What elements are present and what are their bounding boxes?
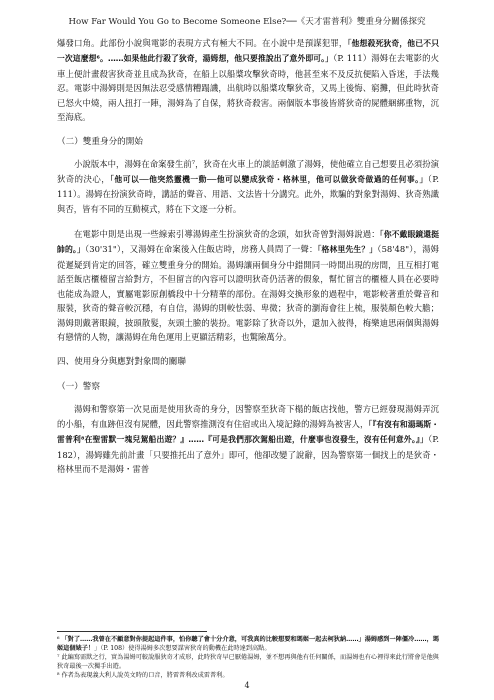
running-header: How Far Would You Go to Become Someone Else?──《天才雷普利》雙重身分關係探究 bbox=[68, 17, 426, 27]
quote-segment: 。……如果他此行殺了狄奇，湯姆想，他只要推說出了意外即可。」 bbox=[99, 54, 334, 64]
section-heading-identity-usage: 四、使用身分與應對對象間的關聯 bbox=[57, 357, 186, 368]
text-segment: 爆發口角。此部份小說與電影的表現方式有極大不同。在小說中是預謀犯罪， bbox=[57, 38, 348, 48]
paragraph-4 bbox=[57, 402, 439, 476]
text-segment: 湯姆和警察第一次見面是使用狄奇的身分，因警察至狄奇下榻的飯店找他，警方已經發現湯姆弄沉的小船，有血跡但沒有屍體，因此警察推測沒有住宿或出入境記錄的湯姆為被害人， bbox=[57, 404, 439, 429]
text-segment: ⁶ bbox=[57, 636, 62, 643]
section-heading-police: （一）警察 bbox=[57, 382, 100, 393]
paragraph-1 bbox=[57, 36, 439, 124]
footnote-6 bbox=[57, 635, 439, 653]
footnote-7 bbox=[57, 653, 439, 671]
text-segment: （P. 182），湯姆雖先前計畫「只要推托出了意外」即可，他卻改變了說辭，因為警察第一個找上的是狄奇・格林里而不是湯姆・雷普 bbox=[57, 434, 439, 474]
text-segment: （58'48"），湯姆從遲疑到肯定的回答，確立雙重身分的開始。湯姆讓兩個身分中錯開同一時間出現的房間，且互相打電話至飯店櫃檯留言給對方，不但留言的內容可以證明狄奇仍活著的假象，幫忙留言的櫃檯人員在必要時也能成為證人，實屬電影原創橋段中十分精華的部份。在湯姆交換形象的過程中，電影較著重於聲音和服裝，狄奇的聲音較沉穩，有自信，湯姆的則較怯弱、卑微；狄奇的瀏海會往上梳，服裝顏色較大膽；湯姆則戴著眼鏡，披頭散髮，灰頭土臉的裝扮。電影除了狄奇以外，還加入彼得，梅樂迪思兩個與湯姆有戀情的人物，讓湯姆在角色運用上更顯活精彩，也驚險萬分。 bbox=[57, 244, 439, 342]
footnote-divider bbox=[57, 631, 207, 632]
text-segment: ⁸ 作者為表現義大利人說英文時的口音，將雷普利改成雷普利。 bbox=[57, 672, 229, 679]
paragraph-3 bbox=[57, 227, 439, 344]
text-segment: （30'31"），又湯姆在命案後入住飯店時，房務人員問了一聲： bbox=[84, 244, 318, 255]
footnotes bbox=[57, 631, 439, 680]
text-segment: ⁷ 此編寫需默之行，實為湯姆可較說服狄奇才成形，此時狄奇早已厭倦湯姆，並不想再與他有任何關係，而湯姆也有心裡得來此行將會是他與狄奇最後一次獨手出遊。 bbox=[57, 654, 439, 670]
text-segment: （P. 111）湯姆在去電影的火車上便計畫殺害狄奇並且成為狄奇，在船上以船槳攻擊狄奇時，他甚至來不及反抗便陷入昏迷，手法幾忍。電影中湯姆則是因無法忍受感情糟蹋譏，出航時以船槳攻擊狄奇，又馬上後悔、窮攤，但此時狄奇已怒火中燒，兩人扭打一陣，湯姆為了自保，將狄奇殺害。兩個版本事後皆將狄奇的屍體綑綁重物，沉至海底。 bbox=[57, 53, 440, 123]
quote-segment: 「你不戴眼鏡還挺帥的。」 bbox=[57, 230, 439, 255]
text-segment: （P. 111）。湯姆在扮演狄奇時，講話的聲音、用語、文法皆十分講究。此外，欺騙的對象對湯姆、狄奇熟識與否，皆有不同的互動模式，將在下文逐一分析。 bbox=[57, 173, 439, 214]
text-segment: 」（P. 108）使得湯姆多次想要謀害狄奇的動機在此時達到高點。 bbox=[94, 645, 271, 652]
page-number: 4 bbox=[244, 681, 250, 690]
section-heading-dual-identity: （二）雙重身分的開始 bbox=[57, 137, 143, 148]
paragraph-2 bbox=[57, 157, 439, 216]
text-segment: 在電影中則是出現一些線索引導湯姆產生扮演狄奇的念頭，如狄奇曾對湯姆說過： bbox=[74, 229, 380, 240]
quote-segment: 「他想殺死狄奇，他已不只一次這麼想 bbox=[57, 39, 439, 64]
footnote-8 bbox=[57, 671, 439, 680]
quote-segment: 「『有沒有和湯瑪斯・雷普利⁸在聖雷默一塊兒駕船出遊？』……『可是我們那次駕船出遊，什麼事也沒發生，沒有任何意外。』」 bbox=[57, 419, 440, 445]
quote-segment: 「對了……我曾在不顧意對你提起這件事，怕你聽了會十分介意，可我真的比較想要和瑪姬一起去柯狄納……」湯姆感到一陣僵冷……，瑪姬這個婊子！ bbox=[57, 636, 439, 652]
quote-segment: 「他可以──他突然靈機一動──他可以變成狄奇・格林里，他可以做狄奇做過的任何事。」 bbox=[110, 174, 428, 184]
quote-segment: 「格林里先生？」 bbox=[317, 245, 378, 255]
text-segment: 小說版本中，湯姆在命案發生前⁷，狄奇在火車上的談話刺激了湯姆，使他確立自己想要且必須扮演狄奇的決心， bbox=[57, 159, 439, 184]
quote-segment: ⁶ bbox=[96, 54, 100, 64]
body-text bbox=[57, 36, 439, 476]
